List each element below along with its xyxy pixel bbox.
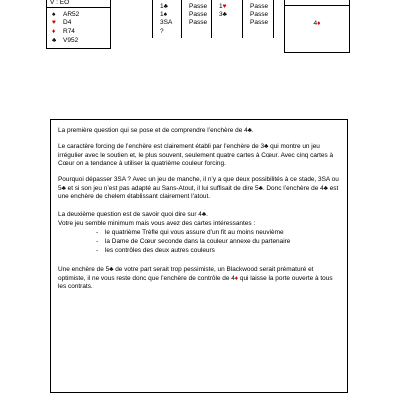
spade-icon: ♠ xyxy=(52,11,56,18)
bid-column-1 xyxy=(152,0,182,38)
bid-cell: Passe xyxy=(250,11,269,18)
club-icon: ♣ xyxy=(61,184,66,192)
answer-bid: 4♦ xyxy=(313,20,321,27)
bid-cell: 3SA xyxy=(160,19,173,26)
club-icon: ♣ xyxy=(323,184,328,192)
commentary-bullet: - les contrôles des deux autres couleurs xyxy=(105,247,341,256)
vulnerability: V : EO xyxy=(50,0,70,6)
bid-column-4 xyxy=(242,0,274,38)
commentary-bullet: - la Dame de Cœur seconde dans la couleur annexe du partenaire xyxy=(105,238,341,247)
hand-cards: R74 xyxy=(63,28,75,35)
heart-icon: ♥ xyxy=(222,3,227,10)
bid-cell: Passe xyxy=(189,19,208,26)
commentary-paragraph: Une enchère de 5♣ de votre part serait trop pessimiste, un Blackwood serait prématuré et optimiste, il ne vous reste donc que l’enchère de contrôle de 4♦ qui laisse la porte ouverte à tous les contrats. xyxy=(58,266,333,291)
club-icon: ♣ xyxy=(201,211,207,218)
bid-column-3 xyxy=(211,0,243,38)
club-icon: ♣ xyxy=(109,266,114,273)
divider xyxy=(47,7,110,8)
bid-cell: 1♣ xyxy=(160,3,168,10)
spade-icon: ♠ xyxy=(163,11,168,18)
commentary-paragraph: Le caractère forcing de l’enchère est clairement établi par l’enchère de 3♣ qui montre un jeu irrégulier avec le soutien et, le plus souvent, seulement quatre cartes à Cœur. Avec cinq cartes à Cœur on a tendance à utiliser la quatrième couleur forcing. xyxy=(58,143,334,168)
commentary-paragraph: La deuxième question est de savoir quoi dire sur 4♣. xyxy=(58,211,208,218)
club-icon: ♣ xyxy=(163,3,168,10)
hand-row-clubs xyxy=(52,37,78,45)
diamond-icon: ♦ xyxy=(234,274,239,282)
divider xyxy=(285,5,349,6)
commentary-paragraph: Pourquoi dépasser 3SA ? Avec un jeu de manche, il n’y a que deux possibilités à ce stade, 3SA ou 5♣ et si son jeu n’est pas adapté au Sans-Atout, il lui suffisait de dire 5♣. Donc l’enchère de 4♣ est une enchère de chelem établissant clairement l’atout. xyxy=(58,176,339,201)
bid-cell: 3♣ xyxy=(219,11,227,18)
bid-cell: Passe xyxy=(250,3,269,10)
diamond-icon: ♦ xyxy=(317,20,321,27)
hand-cards: D4 xyxy=(63,19,72,26)
hand-cards: V952 xyxy=(63,37,79,44)
club-icon: ♣ xyxy=(247,127,252,134)
hand-row-diamonds xyxy=(52,28,75,36)
bid-cell: Passe xyxy=(250,19,269,26)
commentary-paragraph: Votre jeu semble minimum mais vous avez des cartes intéressantes : xyxy=(58,220,256,227)
hand-cards: AR52 xyxy=(63,11,80,18)
bid-cell: Passe xyxy=(189,3,208,10)
club-icon: ♣ xyxy=(52,37,57,44)
commentary-bullet: - le quatrième Trèfle qui vous assure d’un fit au moins neuvième xyxy=(105,229,341,238)
hand-row-hearts xyxy=(52,19,71,27)
commentary-box xyxy=(50,119,348,393)
bid-cell: Passe xyxy=(189,11,208,18)
hand-row-spades xyxy=(52,11,79,19)
club-icon: ♣ xyxy=(222,11,227,18)
club-icon: ♣ xyxy=(258,184,263,192)
club-icon: ♣ xyxy=(264,143,269,150)
heart-icon: ♥ xyxy=(52,19,56,26)
bid-cell: 1♠ xyxy=(160,11,168,18)
bid-cell: 1♥ xyxy=(219,3,227,10)
diamond-icon: ♦ xyxy=(52,28,56,35)
bid-cell: ? xyxy=(160,28,164,35)
bidding-table xyxy=(152,0,273,38)
answer-box xyxy=(284,0,350,53)
hand-box xyxy=(46,0,111,49)
bid-column-2 xyxy=(181,0,212,38)
commentary-paragraph: La première question qui se pose et de comprendre l’enchère de 4♣. xyxy=(58,127,254,134)
